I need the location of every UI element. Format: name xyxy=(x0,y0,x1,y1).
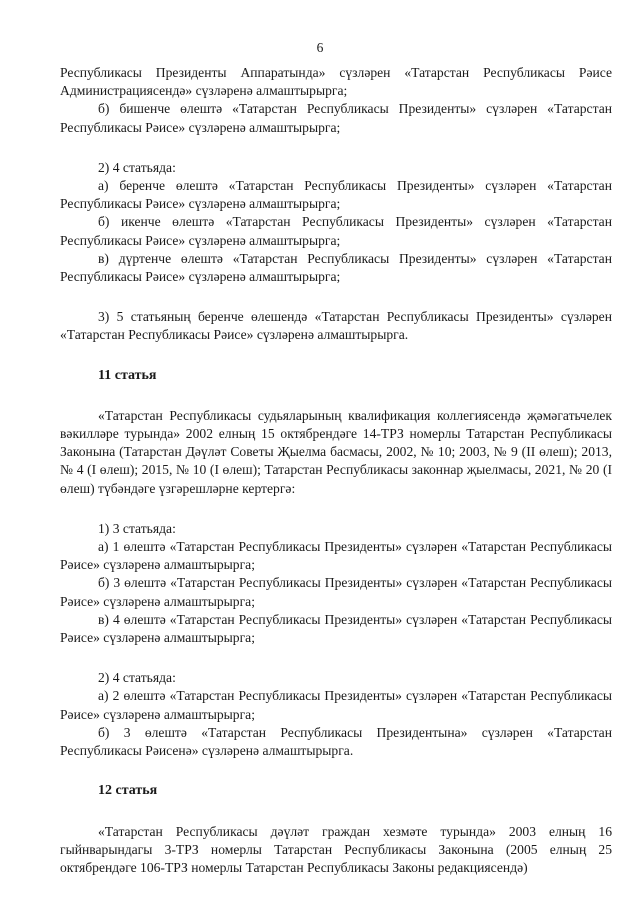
list-item: а) беренче өлештә «Татарстан Республикасы Президенты» сүзләрен «Татарстан Республикасы Рәисе» сүзләренә алмаштырырга; xyxy=(60,178,612,212)
list-item: а) 1 өлештә «Татарстан Республикасы Президенты» сүзләрен «Татарстан Республикасы Рәисе» сүзләренә алмаштырырга; xyxy=(60,539,612,573)
spacer xyxy=(60,385,612,407)
spacer xyxy=(60,760,612,782)
spacer xyxy=(60,647,612,669)
list-item: в) 4 өлештә «Татарстан Республикасы Президенты» сүзләрен «Татарстан Республикасы Рәисе» сүзләренә алмаштырырга; xyxy=(60,611,612,646)
paragraph: б) бишенче өлештә «Татарстан Республикасы Президенты» сүзләрен «Татарстан Республикасы Рәисе» сүзләренә алмаштырырга; xyxy=(60,101,612,135)
list-item: 3) 5 статьяның беренче өлешендә «Татарстан Республикасы Президенты» сүзләрен «Татарстан Республикасы Рәисе» сүзләренә алмаштырырга. xyxy=(60,309,612,343)
list-item: а) 2 өлештә «Татарстан Республикасы Президенты» сүзләрен «Татарстан Республикасы Рәисе» сүзләренә алмаштырырга; xyxy=(60,688,612,722)
paragraph: «Татарстан Республикасы судьяларының квалификация коллегиясендә җәмәгатьчелек вәкилләре турында» 2002 елның 15 октябрендәге 14-ТРЗ номерлы Татарстан Республикасы Законына (Татарстан Дәүләт Советы Җыелма басмасы, 2002, № 10; 2003, № 9 (II өлеш); 2013, № 4 (I өлеш); 2015, № 10 (I өлеш); Татарстан Республикасы законнар җыелмасы, 2021, № 20 (I өлеш) түбәндәге үзгәрешләрне кертергә: xyxy=(60,407,612,496)
list-item: б) 3 өлештә «Татарстан Республикасы Президенты» сүзләрен «Татарстан Республикасы Рәисе» сүзләренә алмаштырырга; xyxy=(60,575,612,609)
paragraph: Республикасы Президенты Аппаратында» сүзләрен «Татарстан Республикасы Рәисе Администрациясендә» сүзләренә алмаштырырга; xyxy=(60,65,612,99)
spacer xyxy=(60,345,612,367)
list-heading: 1) 3 статьяда: xyxy=(98,520,176,536)
list-item: б) икенче өлештә «Татарстан Республикасы Президенты» сүзләрен «Татарстан Республикасы Рәисе» сүзләренә алмаштырырга; xyxy=(60,214,612,248)
spacer xyxy=(60,286,612,308)
document-body xyxy=(60,64,612,877)
list-heading: 2) 4 статьяда: xyxy=(98,670,176,686)
spacer xyxy=(60,801,612,823)
spacer xyxy=(60,137,612,159)
page-number: 6 xyxy=(316,40,324,55)
list-item: в) дүртенче өлештә «Татарстан Республикасы Президенты» сүзләрен «Татарстан Республикасы Рәисе» сүзләренә алмаштырырга; xyxy=(60,250,612,285)
list-item: б) 3 өлештә «Татарстан Республикасы Президентына» сүзләрен «Татарстан Республикасы Рәисенә» сүзләренә алмаштырырга. xyxy=(60,724,612,759)
paragraph: «Татарстан Республикасы дәүләт граждан хезмәте турында» 2003 елның 16 гыйнварындагы 3-ТРЗ номерлы Татарстан Республикасы Законына (2005 елның 25 октябрендәге 106-ТРЗ номерлы Татарстан Республикасы Законы редакциясендә) xyxy=(60,823,612,875)
spacer xyxy=(60,498,612,520)
article-heading-11: 11 статья xyxy=(98,367,157,383)
list-heading: 2) 4 статьяда: xyxy=(98,159,176,175)
article-heading-12: 12 статья xyxy=(98,783,158,799)
